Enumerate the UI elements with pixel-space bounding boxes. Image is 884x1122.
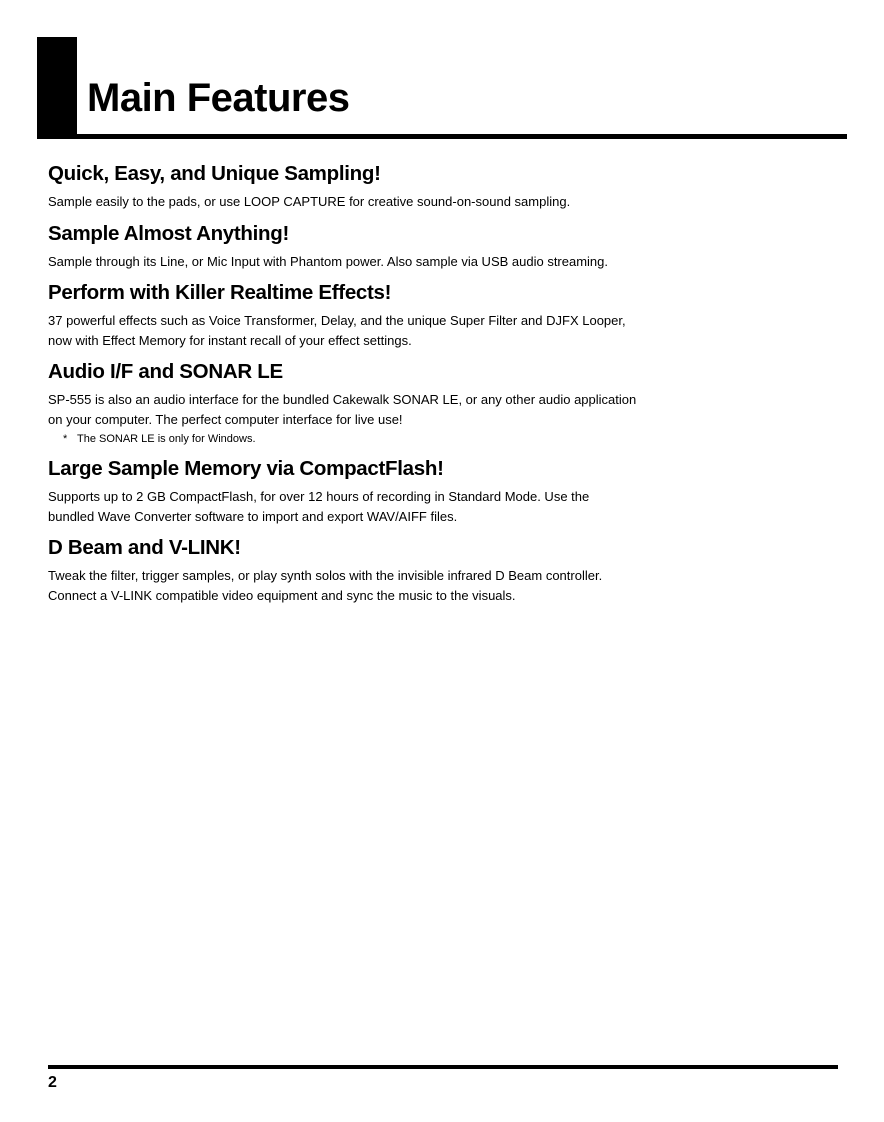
- feature-heading: Audio I/F and SONAR LE: [48, 360, 283, 383]
- feature-realtime-effects: [48, 279, 638, 350]
- footer-rule: [48, 1065, 838, 1069]
- feature-heading: Perform with Killer Realtime Effects!: [48, 281, 392, 304]
- feature-heading: Large Sample Memory via CompactFlash!: [48, 457, 444, 480]
- feature-list: [48, 160, 638, 605]
- feature-description: Sample easily to the pads, or use LOOP CAPTURE for creative sound-on-sound sampling.: [48, 194, 571, 209]
- footnote-mark: *: [63, 433, 68, 445]
- feature-description: Supports up to 2 GB CompactFlash, for over 12 hours of recording in Standard Mode. Use the bundled Wave Converter software to import and export WAV/AIFF files.: [48, 489, 590, 524]
- feature-heading: Sample Almost Anything!: [48, 221, 290, 245]
- header-black-block: [37, 37, 77, 138]
- feature-heading: Quick, Easy, and Unique Sampling!: [48, 162, 381, 185]
- footnote-text: The SONAR LE is only for Windows.: [77, 433, 256, 445]
- page-title: Main Features: [87, 76, 350, 120]
- page-number: 2: [48, 1074, 57, 1091]
- feature-compactflash: [48, 455, 638, 526]
- feature-audio-interface: [48, 358, 638, 447]
- feature-heading: D Beam and V-LINK!: [48, 536, 241, 559]
- feature-dbeam-vlink: [48, 534, 638, 605]
- feature-description: SP-555 is also an audio interface for the bundled Cakewalk SONAR LE, or any other audio application on your computer. The perfect computer interface for live use!: [48, 392, 637, 427]
- feature-description: 37 powerful effects such as Voice Transformer, Delay, and the unique Super Filter and DJFX Looper, now with Effect Memory for instant recall of your effect settings.: [48, 313, 626, 348]
- feature-description: Tweak the filter, trigger samples, or play synth solos with the invisible infrared D Beam controller. Connect a V-LINK compatible video equipment and sync the music to the visuals.: [48, 568, 603, 603]
- header-rule: [37, 134, 847, 139]
- feature-footnote: [48, 432, 638, 447]
- feature-quick-sampling: [48, 160, 638, 212]
- feature-sample-anything: [48, 220, 638, 272]
- feature-description: Sample through its Line, or Mic Input with Phantom power. Also sample via USB audio streaming.: [48, 253, 609, 269]
